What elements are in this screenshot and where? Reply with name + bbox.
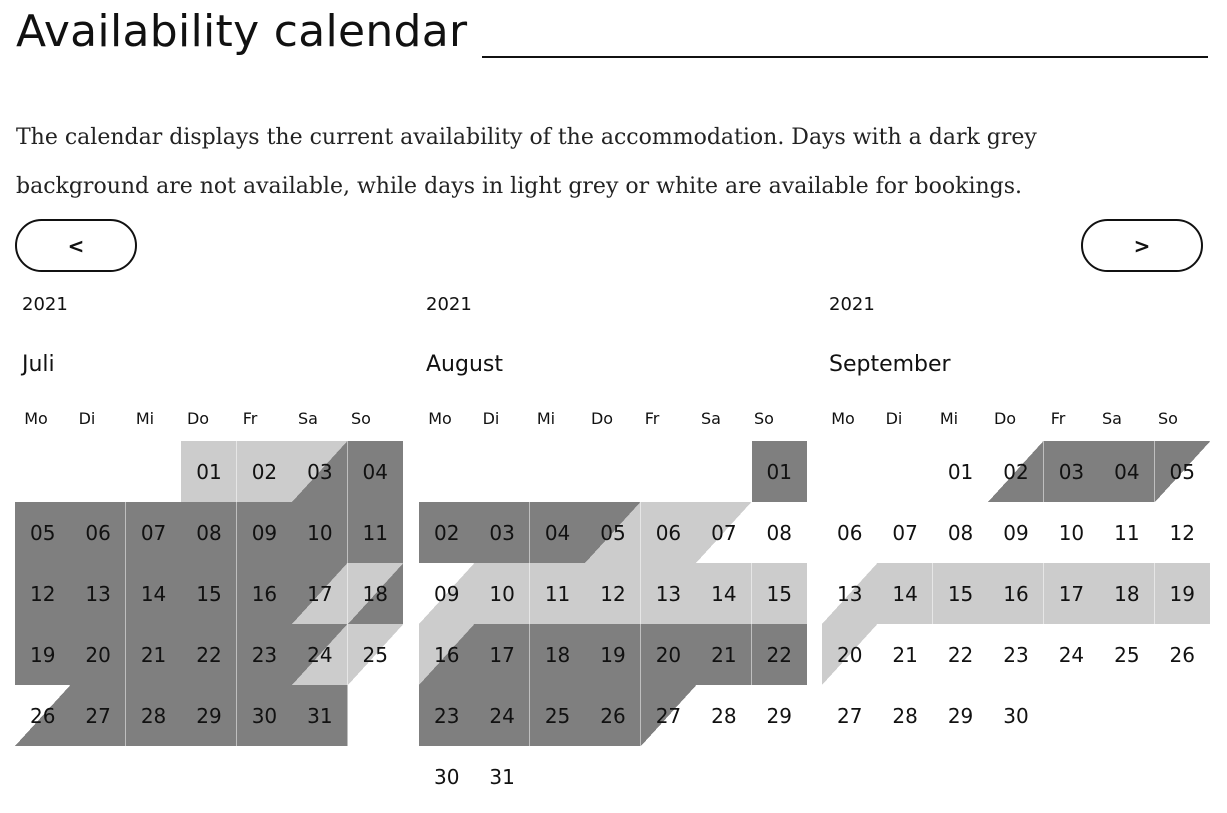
day-number: 14 [892, 581, 918, 606]
day-number: 29 [196, 703, 222, 728]
day-number: 15 [947, 581, 974, 606]
day-number: 19 [600, 642, 626, 667]
day-number: 30 [251, 703, 278, 728]
day-cell[interactable] [877, 685, 932, 746]
day-cell[interactable] [752, 563, 807, 624]
day-number: 18 [362, 581, 388, 606]
day-number: 19 [1169, 581, 1195, 606]
day-number: 04 [544, 520, 571, 545]
day-cell[interactable] [1099, 563, 1154, 624]
day-cell[interactable] [877, 563, 932, 624]
weekday-label: Di [482, 409, 500, 428]
day-number: 10 [1058, 520, 1085, 545]
day-cell[interactable] [877, 624, 932, 685]
header [16, 6, 1208, 68]
day-number: 07 [892, 520, 918, 545]
day-cell[interactable] [292, 502, 347, 563]
weekday-label: Mi [536, 409, 556, 428]
day-number: 14 [140, 581, 167, 606]
chevron-left-icon: < [67, 233, 85, 258]
month-year: 2021 [22, 294, 68, 315]
day-cell[interactable] [237, 563, 292, 624]
day-number: 09 [433, 581, 460, 606]
day-number: 10 [307, 520, 333, 545]
day-cell[interactable] [530, 685, 585, 746]
month-name: September [829, 352, 951, 377]
day-cell[interactable] [1099, 624, 1154, 685]
day-number: 20 [836, 642, 863, 667]
day-number: 28 [711, 703, 737, 728]
day-cell[interactable] [15, 624, 70, 685]
day-number: 27 [836, 703, 863, 728]
month-year: 2021 [426, 294, 472, 315]
day-cell[interactable] [237, 685, 292, 746]
day-number: 12 [1169, 520, 1195, 545]
day-cell[interactable] [181, 685, 236, 746]
month-september [822, 290, 1210, 810]
day-grid [15, 441, 403, 807]
day-number: 12 [29, 581, 56, 606]
day-cell[interactable] [988, 624, 1043, 685]
day-number: 13 [836, 581, 863, 606]
day-number: 08 [947, 520, 974, 545]
day-number: 01 [947, 459, 974, 484]
day-cell[interactable] [530, 563, 585, 624]
day-cell[interactable] [1044, 624, 1099, 685]
day-number: 09 [251, 520, 278, 545]
day-number: 18 [544, 642, 571, 667]
day-number: 23 [251, 642, 278, 667]
day-cell[interactable] [933, 685, 988, 746]
day-number: 01 [196, 459, 222, 484]
day-cell[interactable] [1155, 624, 1210, 685]
weekday-label: Di [885, 409, 903, 428]
day-number: 21 [892, 642, 918, 667]
day-number: 06 [836, 520, 863, 545]
day-cell[interactable] [15, 685, 70, 746]
day-cell[interactable] [70, 624, 125, 685]
day-number: 24 [1058, 642, 1085, 667]
day-cell[interactable] [15, 502, 70, 563]
day-cell[interactable] [126, 563, 181, 624]
day-cell[interactable] [474, 502, 529, 563]
day-number: 05 [600, 520, 626, 545]
page-title: Availability calendar [16, 6, 468, 57]
day-cell[interactable] [585, 563, 640, 624]
day-number: 21 [711, 642, 737, 667]
day-cell[interactable] [15, 563, 70, 624]
day-number: 11 [362, 520, 388, 545]
weekday-label: Fr [242, 409, 258, 428]
day-cell[interactable] [641, 563, 696, 624]
day-cell[interactable] [696, 624, 751, 685]
day-number: 02 [433, 520, 460, 545]
day-cell[interactable] [1155, 502, 1210, 563]
weekday-label: Mo [428, 409, 452, 428]
day-number: 26 [600, 703, 626, 728]
day-number: 20 [655, 642, 682, 667]
day-number: 15 [766, 581, 792, 606]
day-cell[interactable] [585, 624, 640, 685]
day-cell[interactable] [752, 502, 807, 563]
chevron-right-icon: > [1133, 233, 1151, 258]
weekday-label: So [351, 409, 371, 428]
weekday-label: Do [590, 409, 614, 428]
day-number: 12 [600, 581, 626, 606]
day-cell[interactable] [419, 502, 474, 563]
day-cell[interactable] [126, 624, 181, 685]
weekday-label: Fr [1050, 409, 1066, 428]
day-cell[interactable] [641, 685, 696, 746]
day-number: 16 [433, 642, 460, 667]
day-number: 28 [892, 703, 918, 728]
next-month-button[interactable] [1081, 219, 1203, 272]
day-number: 18 [1114, 581, 1140, 606]
weekday-label: Sa [1102, 409, 1122, 428]
weekday-label: Di [78, 409, 96, 428]
day-number: 09 [1003, 520, 1029, 545]
day-cell[interactable] [1155, 563, 1210, 624]
day-cell[interactable] [292, 441, 347, 502]
weekday-label: So [1158, 409, 1178, 428]
month-name: Juli [22, 352, 55, 377]
weekday-label: Sa [701, 409, 721, 428]
day-cell[interactable] [530, 624, 585, 685]
day-cell[interactable] [641, 502, 696, 563]
day-cell[interactable] [696, 502, 751, 563]
day-cell[interactable] [348, 441, 403, 502]
day-cell[interactable] [933, 441, 988, 502]
day-number: 08 [196, 520, 222, 545]
day-number: 29 [766, 703, 792, 728]
day-number: 27 [85, 703, 111, 728]
weekday-label: So [754, 409, 774, 428]
day-number: 03 [489, 520, 515, 545]
day-number: 24 [489, 703, 515, 728]
day-cell[interactable] [181, 502, 236, 563]
day-number: 29 [947, 703, 974, 728]
day-number: 20 [85, 642, 111, 667]
day-cell[interactable] [933, 563, 988, 624]
day-cell[interactable] [988, 502, 1043, 563]
day-cell[interactable] [1099, 502, 1154, 563]
day-cell[interactable] [1044, 563, 1099, 624]
day-number: 01 [766, 459, 792, 484]
day-number: 03 [1058, 459, 1085, 484]
day-grid [419, 441, 807, 807]
day-cell[interactable] [988, 563, 1043, 624]
day-cell[interactable] [474, 746, 529, 807]
day-cell[interactable] [933, 502, 988, 563]
day-cell[interactable] [419, 746, 474, 807]
weekday-label: Do [993, 409, 1017, 428]
day-cell[interactable] [348, 624, 403, 685]
day-number: 25 [362, 642, 388, 667]
day-cell[interactable] [933, 624, 988, 685]
day-cell[interactable] [70, 502, 125, 563]
day-cell[interactable] [585, 685, 640, 746]
day-cell[interactable] [292, 563, 347, 624]
day-number: 04 [362, 459, 388, 484]
day-cell[interactable] [70, 563, 125, 624]
day-number: 30 [433, 764, 460, 789]
day-number: 26 [1169, 642, 1195, 667]
day-cell[interactable] [1044, 441, 1099, 502]
day-number: 22 [766, 642, 792, 667]
weekday-label: Mi [939, 409, 959, 428]
day-cell[interactable] [988, 685, 1043, 746]
day-cell[interactable] [348, 502, 403, 563]
day-cell[interactable] [419, 685, 474, 746]
day-number: 31 [307, 703, 333, 728]
day-number: 11 [544, 581, 571, 606]
day-number: 23 [1003, 642, 1029, 667]
day-number: 13 [85, 581, 111, 606]
day-cell[interactable] [530, 502, 585, 563]
day-number: 24 [307, 642, 333, 667]
day-number: 30 [1003, 703, 1029, 728]
day-cell[interactable] [822, 502, 877, 563]
day-number: 27 [655, 703, 682, 728]
weekday-label: Do [186, 409, 210, 428]
day-cell[interactable] [988, 441, 1043, 502]
day-number: 17 [489, 642, 515, 667]
day-cell[interactable] [641, 624, 696, 685]
day-cell[interactable] [348, 563, 403, 624]
day-cell[interactable] [474, 624, 529, 685]
month-juli [15, 290, 403, 810]
day-number: 02 [251, 459, 278, 484]
month-august [419, 290, 807, 810]
day-number: 26 [29, 703, 56, 728]
day-cell[interactable] [292, 685, 347, 746]
title-rule [482, 56, 1208, 58]
day-cell[interactable] [1099, 441, 1154, 502]
day-number: 25 [544, 703, 571, 728]
month-name: August [426, 352, 503, 377]
day-cell[interactable] [752, 685, 807, 746]
day-cell[interactable] [696, 563, 751, 624]
day-cell[interactable] [822, 685, 877, 746]
weekday-label: Fr [644, 409, 660, 428]
day-cell[interactable] [474, 563, 529, 624]
day-number: 05 [1169, 459, 1195, 484]
day-cell[interactable] [70, 685, 125, 746]
day-number: 07 [711, 520, 737, 545]
day-cell[interactable] [822, 563, 877, 624]
day-cell[interactable] [181, 441, 236, 502]
day-number: 21 [140, 642, 167, 667]
day-cell[interactable] [237, 502, 292, 563]
day-number: 03 [307, 459, 333, 484]
day-cell[interactable] [126, 502, 181, 563]
day-cell[interactable] [181, 624, 236, 685]
day-number: 08 [766, 520, 792, 545]
weekday-label: Mo [24, 409, 48, 428]
day-cell[interactable] [1044, 502, 1099, 563]
day-cell[interactable] [181, 563, 236, 624]
day-number: 16 [251, 581, 278, 606]
weekday-label: Sa [298, 409, 318, 428]
intro-text: The calendar displays the current availability of the accommodation. Days with a dark grey background are not available, while days in light grey or white are available for bookings. [16, 125, 1037, 199]
day-grid [822, 441, 1210, 807]
day-number: 22 [196, 642, 222, 667]
day-number: 28 [140, 703, 167, 728]
day-number: 11 [1114, 520, 1140, 545]
day-number: 17 [307, 581, 333, 606]
day-number: 04 [1114, 459, 1140, 484]
day-number: 14 [711, 581, 737, 606]
day-number: 05 [29, 520, 56, 545]
day-number: 06 [655, 520, 682, 545]
day-number: 07 [140, 520, 167, 545]
day-number: 31 [489, 764, 515, 789]
day-number: 10 [489, 581, 515, 606]
day-cell[interactable] [419, 624, 474, 685]
day-cell[interactable] [237, 624, 292, 685]
day-cell[interactable] [1155, 441, 1210, 502]
day-number: 16 [1003, 581, 1029, 606]
day-cell[interactable] [877, 502, 932, 563]
day-number: 25 [1114, 642, 1140, 667]
day-number: 23 [433, 703, 460, 728]
day-cell[interactable] [696, 685, 751, 746]
month-year: 2021 [829, 294, 875, 315]
day-number: 22 [947, 642, 974, 667]
day-cell[interactable] [474, 685, 529, 746]
day-number: 06 [85, 520, 111, 545]
weekday-label: Mi [135, 409, 155, 428]
day-cell[interactable] [752, 624, 807, 685]
day-cell[interactable] [237, 441, 292, 502]
day-cell[interactable] [419, 563, 474, 624]
day-number: 13 [655, 581, 682, 606]
day-cell[interactable] [292, 624, 347, 685]
day-number: 17 [1058, 581, 1085, 606]
day-number: 15 [196, 581, 222, 606]
previous-month-button[interactable] [15, 219, 137, 272]
day-cell[interactable] [126, 685, 181, 746]
day-cell[interactable] [585, 502, 640, 563]
day-cell[interactable] [752, 441, 807, 502]
day-number: 02 [1003, 459, 1029, 484]
day-cell[interactable] [822, 624, 877, 685]
weekday-label: Mo [831, 409, 855, 428]
day-number: 19 [29, 642, 56, 667]
